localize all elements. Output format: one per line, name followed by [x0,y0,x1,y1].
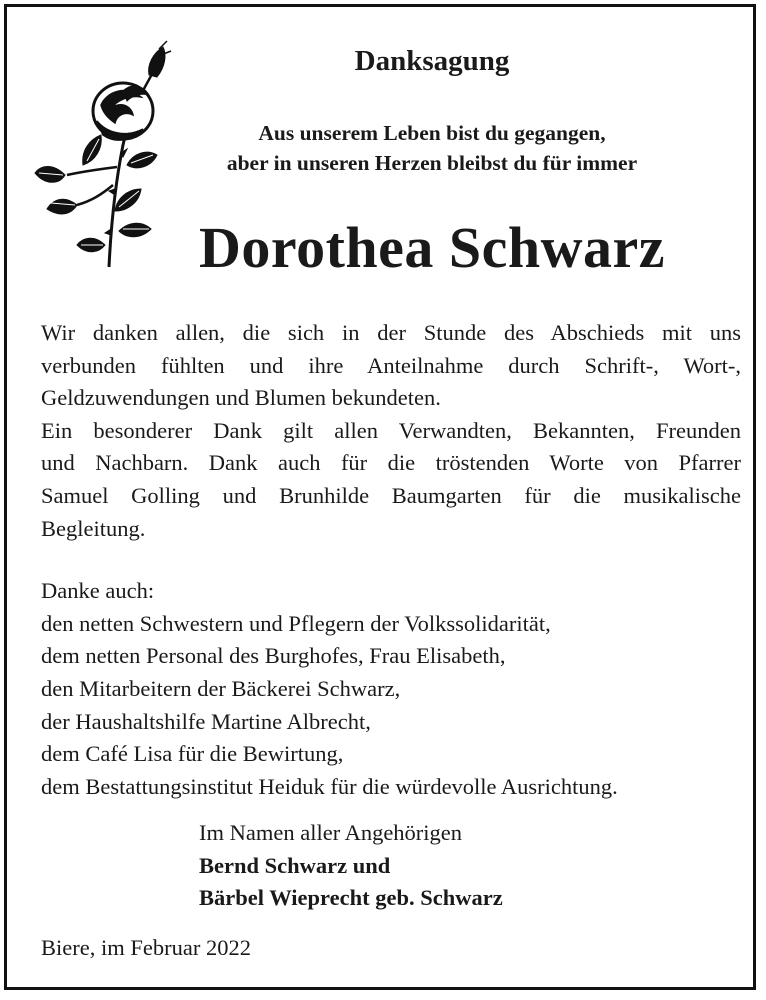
heading-title: Danksagung [354,45,510,77]
text-line: Wir danken allen, die sich in der Stunde des Abschieds mit uns [41,320,741,345]
place-date: Biere, im Februar 2022 [41,935,251,960]
signature [199,817,503,915]
list-item: dem Café Lisa für die Bewirtung, [41,741,344,767]
signature-name: Bernd Schwarz und [199,852,391,878]
list-item: den Mitarbeitern der Bäckerei Schwarz, [41,675,401,701]
list-item: dem Bestattungsinstitut Heiduk für die würdevolle Ausrichtung. [41,773,618,799]
signature-name: Bärbel Wieprecht geb. Schwarz [199,885,503,911]
obituary-notice [4,4,756,990]
text-line: Samuel Golling und Brunhilde Baumgarten für die musikalische [41,482,741,508]
deceased-name: Dorothea Schwarz [198,215,666,280]
text-line: Ein besonderer Dank gilt allen Verwandten, Bekannten, Freunden [41,417,741,443]
thanks-paragraph [41,317,741,545]
motto-line: aber in unseren Herzen bleibst du für immer [226,151,638,175]
list-item: der Haushaltshilfe Martine Albrecht, [41,708,371,734]
list-item: dem netten Personal des Burghofes, Frau Elisabeth, [41,643,506,669]
motto [157,118,707,178]
also-thanks-list [41,575,741,803]
also-thanks-intro: Danke auch: [41,578,155,604]
signature-intro: Im Namen aller Angehörigen [199,820,463,845]
thanks-text [41,317,741,803]
text-line: verbunden fühlten und ihre Anteilnahme durch Schrift-, Wort-, [41,352,741,378]
text-line: und Nachbarn. Dank auch für die tröstenden Worte von Pfarrer [41,450,741,476]
text-line: Geldzuwendungen und Blumen bekundeten. [41,385,441,411]
motto-line: Aus unserem Leben bist du gegangen, [258,121,606,145]
list-item: den netten Schwestern und Pflegern der Volkssolidarität, [41,610,551,636]
text-line: Begleitung. [41,515,146,541]
